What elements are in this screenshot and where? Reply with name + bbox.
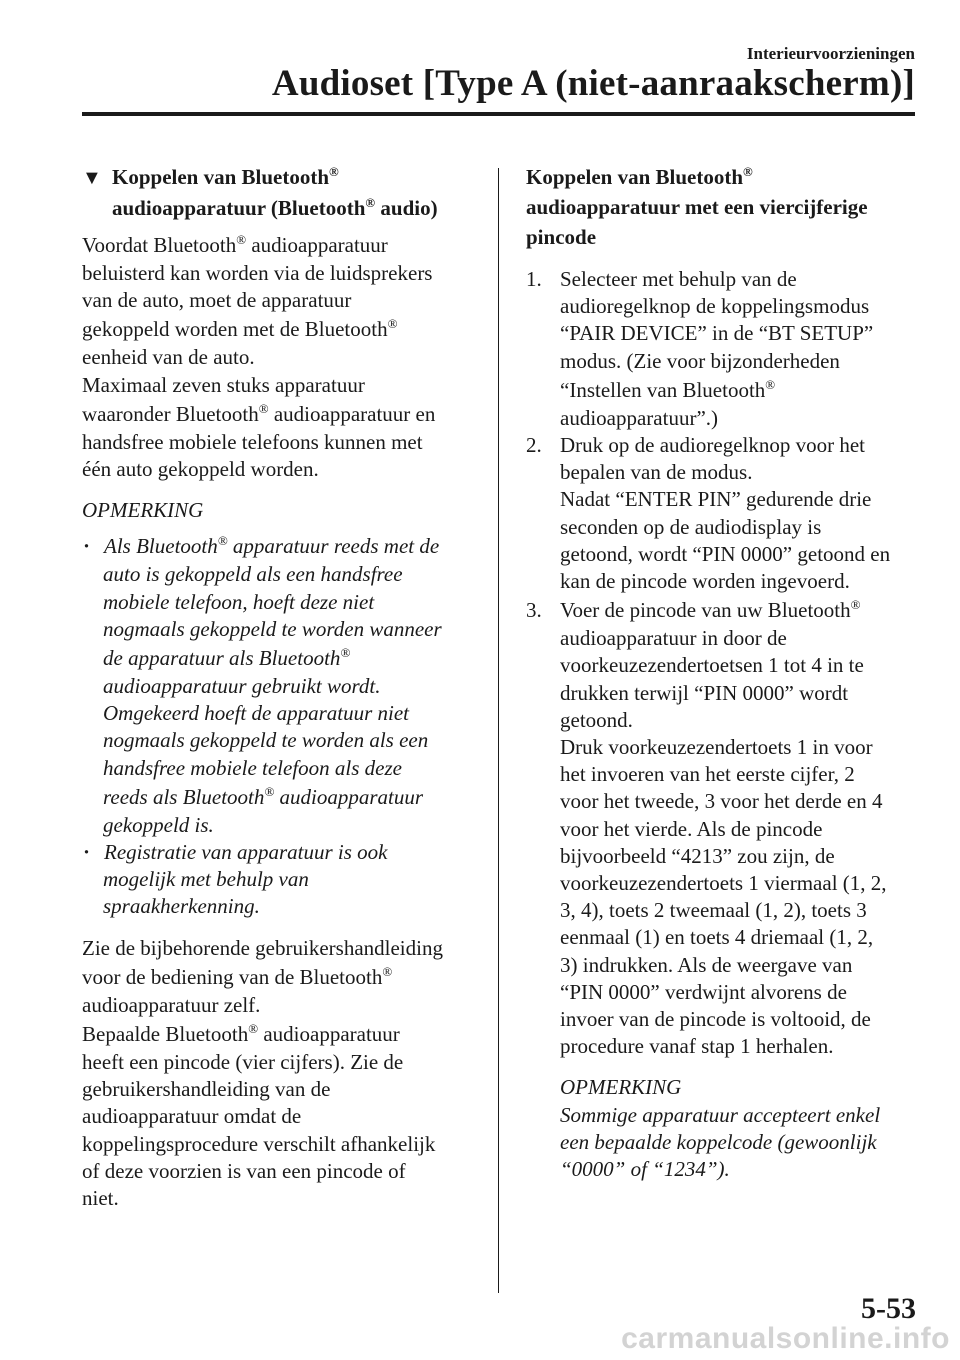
section-label: Interieurvoorzieningen xyxy=(746,44,915,63)
intro-paragraph: Voordat Bluetooth® audioapparatuur beluisterd kan worden via de luidsprekers van de auto, moet de apparatuur gekoppeld worden met de Bluetooth® eenheid van de auto. Maximaal zeven stuks apparatuur waaronder Bluetooth® audioapparatuur en handsfree mobiele telefoons kunnen met één auto gekoppeld worden. xyxy=(82,231,436,482)
left-column xyxy=(82,162,482,1212)
subsection-heading: Koppelen van Bluetooth® audioapparatuur met een viercijferige pincode xyxy=(526,163,868,249)
watermark: carmanualsonline.info xyxy=(621,1322,950,1355)
pincode-paragraph: Bepaalde Bluetooth® audioapparatuur heeft een pincode (vier cijfers). Zie de gebruikershandleiding van de audioapparatuur omdat de koppelingsprocedure verschilt afhankelijk of deze voorzien is van een pincode of niet. xyxy=(82,1021,436,1211)
step-number: 1. xyxy=(526,267,542,291)
note-block: OPMERKING Sommige apparatuur accepteert enkel een bepaalde koppelcode (gewoonlijk “0000” of “1234”). xyxy=(526,1074,918,1183)
step-1: 1. Selecteer met behulp van de audioregelknop de koppelingsmodus “PAIR DEVICE” in de “BT SETUP” modus. (Zie voor bijzonderheden “Instellen van Bluetooth® audioapparatuur”.) xyxy=(526,267,874,430)
section-heading: ▼ Koppelen van Bluetooth® audioapparatuur (Bluetooth® audio) xyxy=(82,163,438,220)
step-3: 3. Voer de pincode van uw Bluetooth® audioapparatuur in door de voorkeuzezendertoetsen 1 tot 4 in te drukken terwijl “PIN 0000” wordt getoond. Druk voorkeuzezendertoets 1 in voor het invoeren van het eerste cijfer, 2 voor het tweede, 3 voor het derde en 4 voor het vierde. Als de pincode bijvoorbeeld “4213” zou zijn, de voorkeuzezendertoets 1 viermaal (1, 2, 3, 4), toets 2 tweemaal (1, 2), toets 3 eenmaal (1) en toets 4 driemaal (1, 2, 3) indrukken. Als de weergave van “PIN 0000” verdwijnt alvorens de invoer van de pincode is voltooid, de procedure vanaf stap 1 herhalen. xyxy=(526,597,887,1059)
column-divider xyxy=(498,168,499,1293)
step-number: 2. xyxy=(526,433,542,458)
step-number: 3. xyxy=(526,598,542,623)
note-bullet-2: · Registratie van apparatuur is ook mogelijk met behulp van spraakherkenning. xyxy=(83,840,388,919)
header-rule xyxy=(82,112,915,116)
triangle-marker-icon: ▼ xyxy=(82,167,102,189)
bullet-icon: · xyxy=(83,840,91,865)
reference-paragraph: Zie de bijbehorende gebruikershandleiding voor de bediening van de Bluetooth® audioapparatuur zelf. xyxy=(82,935,443,1017)
page-number: 5-53 xyxy=(861,1292,916,1325)
page-title: Audioset [Type A (niet-aanraakscherm)] xyxy=(271,63,915,104)
note-label: OPMERKING xyxy=(82,498,204,523)
note-label: OPMERKING xyxy=(560,1075,682,1100)
note-bullet-1: · Als Bluetooth® apparatuur reeds met de auto is gekoppeld als een handsfree mobiele telefoon, hoeft deze niet nogmaals gekoppeld te worden wanneer de apparatuur als Bluetooth® audioapparatuur gebruikt wordt. Omgekeerd hoeft de apparatuur niet nogmaals gekoppeld te worden als een handsfree mobiele telefoon als deze reeds als Bluetooth® audioapparatuur gekoppeld is. xyxy=(83,533,442,837)
right-column xyxy=(526,162,918,1183)
step-2: 2. Druk op de audioregelknop voor het bepalen van de modus. Nadat “ENTER PIN” gedurende drie seconden op de audiodisplay is getoond, wordt “PIN 0000” getoond en kan de pincode worden ingevoerd. xyxy=(526,433,891,594)
bullet-icon: · xyxy=(83,534,91,559)
